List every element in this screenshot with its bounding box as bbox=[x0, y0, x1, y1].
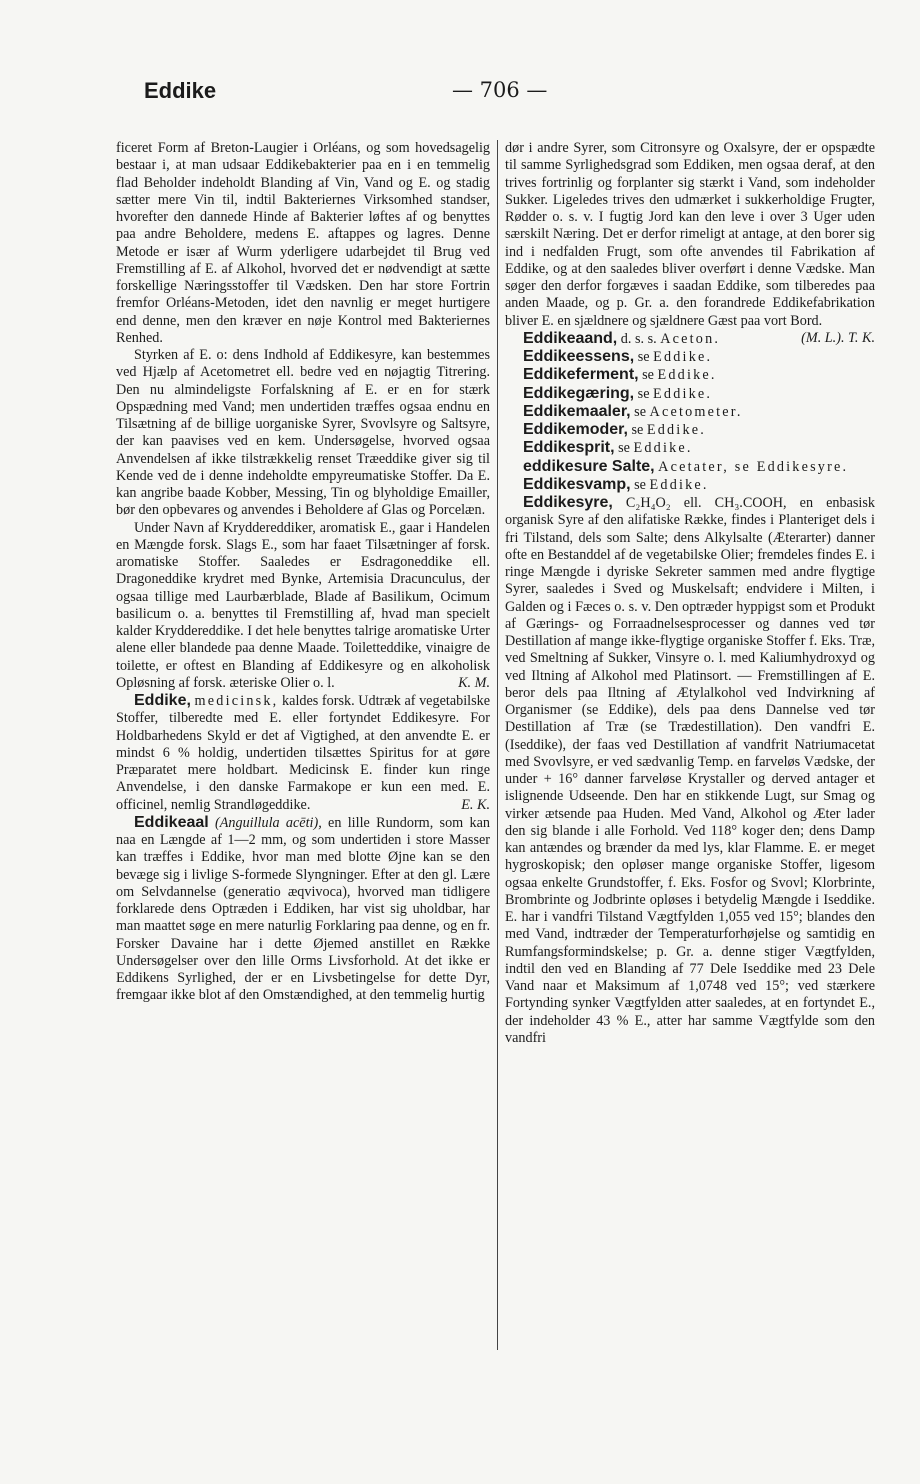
author-signature: E. K. bbox=[461, 796, 490, 813]
entry-text: se bbox=[630, 476, 650, 493]
entry-headword: Eddikemoder, bbox=[523, 421, 628, 438]
entry-headword: Eddikesprit, bbox=[523, 439, 615, 457]
cross-reference: Aceton. bbox=[660, 330, 721, 347]
entry-headword: Eddikeferment, bbox=[523, 366, 639, 384]
entry-eddikesyre bbox=[505, 494, 875, 1047]
entry-qualifier: medicinsk, bbox=[194, 693, 279, 709]
header-headword: Eddike bbox=[144, 78, 217, 103]
column-rule bbox=[497, 140, 498, 1350]
paragraph-text: dør i andre Syrer, som Citronsyre og Oxalsyre, der er opspædte til samme Syrlighedsgrad som Eddiken, men ogsaa deraf, at den trives fortrinlig og forplanter sig stærkt i Vand, som indeholder Sukker. Ligeledes trives den udmærket i sukkerholdige Frugter, Rødder o. s. v. I fugtig Jord kan den leve i over 3 Uger uden særskilt Næring. Det er derfor rimeligt at antage, at den borer sig ind i nedfalden Frugt, som ofte anvendes til Fabrikation af Eddike, og at den saaledes bliver overført i denne Vædske. Man søger den derfor forgæves i saadan Eddike, som tilberedes paa anden Maade, og p. Gr. a. den forandrede Eddikefabrikation bliver E. en sjældnere og sjældnere Gæst paa vort Bord. bbox=[505, 140, 875, 329]
entry-headword: Eddikeessens, bbox=[523, 348, 635, 365]
right-column bbox=[505, 140, 875, 1047]
entry-eddikesprit bbox=[505, 439, 875, 457]
entry-eddikeaal bbox=[116, 814, 490, 1005]
author-signature: K. M. bbox=[458, 674, 490, 691]
entry-text: C₂H₄O₂ ell. CH₃.COOH, en enbasisk organisk Syre af den alifatiske Række, findes i Planteriget dels i fri Tilstand, dels som Salte; dens Alkylsalte (Æterarter) danner ofte en Bestanddel af de vegetabilske Olier; fremdeles findes E. i ringe Mængde i dyriske Sekreter sammen med andre flygtige Syrer, saaledes i Sved og Muskelsaft; endvidere i Milten, i Galden og i Fæces o. s. v. Den optræder hyppigst som et Produkt af Gærings- og Forraadnelsesprocesser og dannes ved tør Destillation af mange ikke-flygtige organiske Stoffer f. Eks. Træ, ved Smeltning af Sukker, Vinsyre o. l. med Kaliumhydroxyd og ved Iltning af Alkohol med Platinsort. — Fremstillingen af E. beror dels paa Iltning af Ætylalkohol ved Indvirkning af Organismer (se Eddike), dels paa dens Dannelse ved tør Destillation af Træ (se Trædestillation). Den vandfri E. (Iseddike), der faas ved Destillation af vandfrit Natriumacetat med Svovlsyre, er ved sædvanlig Temp. en farveløs Vædske, der under + 16° danner farveløse Krystaller og derved antager et islignende Udseende. Den har en stikkende Lugt, sur Smag og virker ætsende paa Huden. Med Vand, Alkohol og Æter lader den sig blande i alle Forhold. Ved 118° koger den; dens Damp kan antændes og brænder da med lys, klar Flamme. E. er meget hygroskopisk; den opløser mange organiske Stoffer, ligesom ogsaa enkelte Grundstoffer, f. Eks. Fosfor og Svovl; Klorbrinte, Brombrinte og Jodbrinte opløses i betydelig Mængde i Iseddike. E. har i vandfri Tilstand Vægtfylden 1,055 ved 15°; blandes den med Vand, indtræder der Temperaturforhøjelse og samtidig en Rumfangsformindskelse; p. Gr. a. denne stiger Vægtfylden, indtil den ved en Blanding af 77 Dele Iseddike med 23 Dele Vand naar et Maksimum af 1,0748 ved 15°; ved stærkere Fortynding synker Vægtfylden atter saaledes, at en fortyndet E., der indeholder 43 % E., atter har samme Vægtfylde som den vandfri bbox=[505, 495, 875, 1046]
cross-reference: Acetometer. bbox=[649, 403, 743, 420]
entry-text: se bbox=[634, 385, 654, 402]
entry-text: se bbox=[627, 422, 647, 438]
entry-text: se bbox=[630, 403, 650, 420]
entry-headword: Eddikeaand, bbox=[523, 329, 618, 347]
entry-eddikesvamp bbox=[505, 476, 875, 494]
entry-text: kaldes forsk. Udtræk af vegetabilske Stoffer, tilberedte med E. eller fortyndet Eddikesyre. For Holdbarhedens Skyld er det af Vigtighed, at den anvendte E. er mindst 6 % holdig, undertiden tilsættes Spiritus for at gøre Præparatet mere holdbart. Medicinsk E. finder kun ringe Anvendelse, i den danske Farmakope er kun een med. E. officinel, nemlig Strandløgeddike. bbox=[116, 693, 491, 813]
entry-text: en lille Rundorm, som kan naa en Længde af 1—2 mm, og som undertiden i store Masser kan træffes i Eddike, hvor man med blotte Øjne kan se den bevæge sig i livlige S-formede Slyngninger. Efter at den gl. Lære om Selvdannelse (generatio æqvivoca), hvorved man tidligere forklarede dens Optræden i Eddiken, har vist sig uholdbar, har man maattet søge en mere naturlig Forklaring paa denne, og en fr. Forsker Davaine har i dette Øjemed anstillet en Række Undersøgelser over den lille Orms Livsforhold. At det ikke er Eddikens Syrlighed, der er en Livsbetingelse for dette Dyr, fremgaar ikke blot af den Omstændighed, at den temmelig hurtig bbox=[116, 814, 490, 1004]
cross-reference: Eddike. bbox=[633, 440, 693, 457]
cross-reference: Eddike. bbox=[646, 422, 706, 438]
running-header bbox=[110, 74, 870, 110]
paragraph: ficeret Form af Breton-Laugier i Orléans, og som hovedsagelig bestaar i, at man udsaar Eddikebakterier paa en i en temmelig flad Beholder indeholdt Blanding af Vin, Vand og E. og stadig sætter mere Vin til, indtil Bakteriernes Virksomhed standser, hvorefter den dannede Hinde af Bakterier løftes af og benyttes paa andre Beholdere, medens E. aftappes og lagres. Denne Metode er især af Wurm yderligere udarbejdet til Brug ved Fremstilling af E. af Alkohol, hvorved det er nødvendigt at sætte forskellige Næringsstoffer til Vædsken. Den har store Fortrin fremfor Orléans-Metoden, idet den navnlig er meget hurtigere end denne, men den kræver en nøje Kontrol med Bakteriernes Renhed. bbox=[116, 140, 490, 346]
cross-reference: Eddike. bbox=[657, 367, 717, 384]
entry-headword: Eddikesyre, bbox=[523, 494, 613, 511]
entry-eddikeferment bbox=[505, 366, 875, 384]
entry-text: se bbox=[638, 367, 658, 384]
entry-text: se bbox=[634, 349, 654, 365]
entry-eddike-medicinsk bbox=[116, 692, 490, 814]
entry-eddikesure-salte bbox=[505, 458, 875, 476]
cross-reference: Eddike. bbox=[653, 385, 713, 402]
paragraph-text: Under Navn af Kryddereddiker, aromatisk E., gaar i Handelen en Mængde forsk. Slags E., som har faaet Tilsætninger af forsk. aromatiske Stoffer. Saaledes er Esdragoneddike ell. Dragoneddike krydret med Bynke, Artemisia Dracunculus, der ogsaa tillige med Laurbærblade, Blade af Basilikum, Ocimum basilicum o. a. benyttes til Fremstilling af, hvad man specielt kalder Kryddereddike. I det hele benyttes talrige aromatiske Urter alene eller blandede paa denne Maade. Toiletteddike, vinaigre de toilette, er oftest en Blanding af Eddikesyre og en alkoholisk Opløsning af forsk. æteriske Olier o. l. bbox=[116, 519, 490, 691]
entry-headword: Eddikegæring, bbox=[523, 384, 635, 402]
entry-headword: Eddikeaal bbox=[134, 813, 209, 831]
author-signature: (M. L.). T. K. bbox=[801, 329, 875, 346]
entry-text: se bbox=[614, 440, 634, 457]
entry-eddikemaaler bbox=[505, 403, 875, 421]
cross-reference: Eddike. bbox=[649, 476, 709, 493]
entry-headword: Eddikesvamp, bbox=[523, 475, 631, 493]
entry-latin-name: (Anguillula acēti), bbox=[215, 814, 322, 831]
entry-eddikegaering bbox=[505, 385, 875, 403]
entry-eddikeessens bbox=[505, 348, 875, 366]
entry-headword: Eddikemaaler, bbox=[523, 402, 631, 420]
entry-eddikemoder bbox=[505, 421, 875, 439]
entry-text: d. s. s. bbox=[617, 330, 661, 347]
entry-headword: Eddike, bbox=[134, 692, 191, 709]
cross-reference: Acetater, se Eddikesyre. bbox=[658, 458, 849, 475]
left-column bbox=[116, 140, 490, 1005]
page-number: — 706 — bbox=[452, 78, 548, 102]
paragraph: Styrken af E. o: dens Indhold af Eddikesyre, kan bestemmes ved Hjælp af Acetometret ell. bedre ved en nøjagtig Titrering. Den nu almindeligste Forfalskning af E. er en for stærk Opspædning med Vand; men undertiden træffes ogsaa endnu en Tilsætning af de billige uorganiske Syrer, Svovlsyre og Saltsyre, der kan paavises ved en kem. Undersøgelse, hvorved ogsaa Anvendelsen af ikke tilstrækkelig renset Træeddike giver sig til Kende ved de i denne indeholdte empyreumatiske Stoffer. Da E. kan angribe baade Kobber, Messing, Tin og blyholdige Emailler, bør den opbevares og anvendes i Beholdere af Glas og Porcelæn. bbox=[116, 347, 490, 519]
cross-reference: Eddike. bbox=[653, 349, 713, 365]
paragraph bbox=[116, 520, 490, 693]
entry-headword: eddikesure Salte, bbox=[523, 457, 655, 475]
